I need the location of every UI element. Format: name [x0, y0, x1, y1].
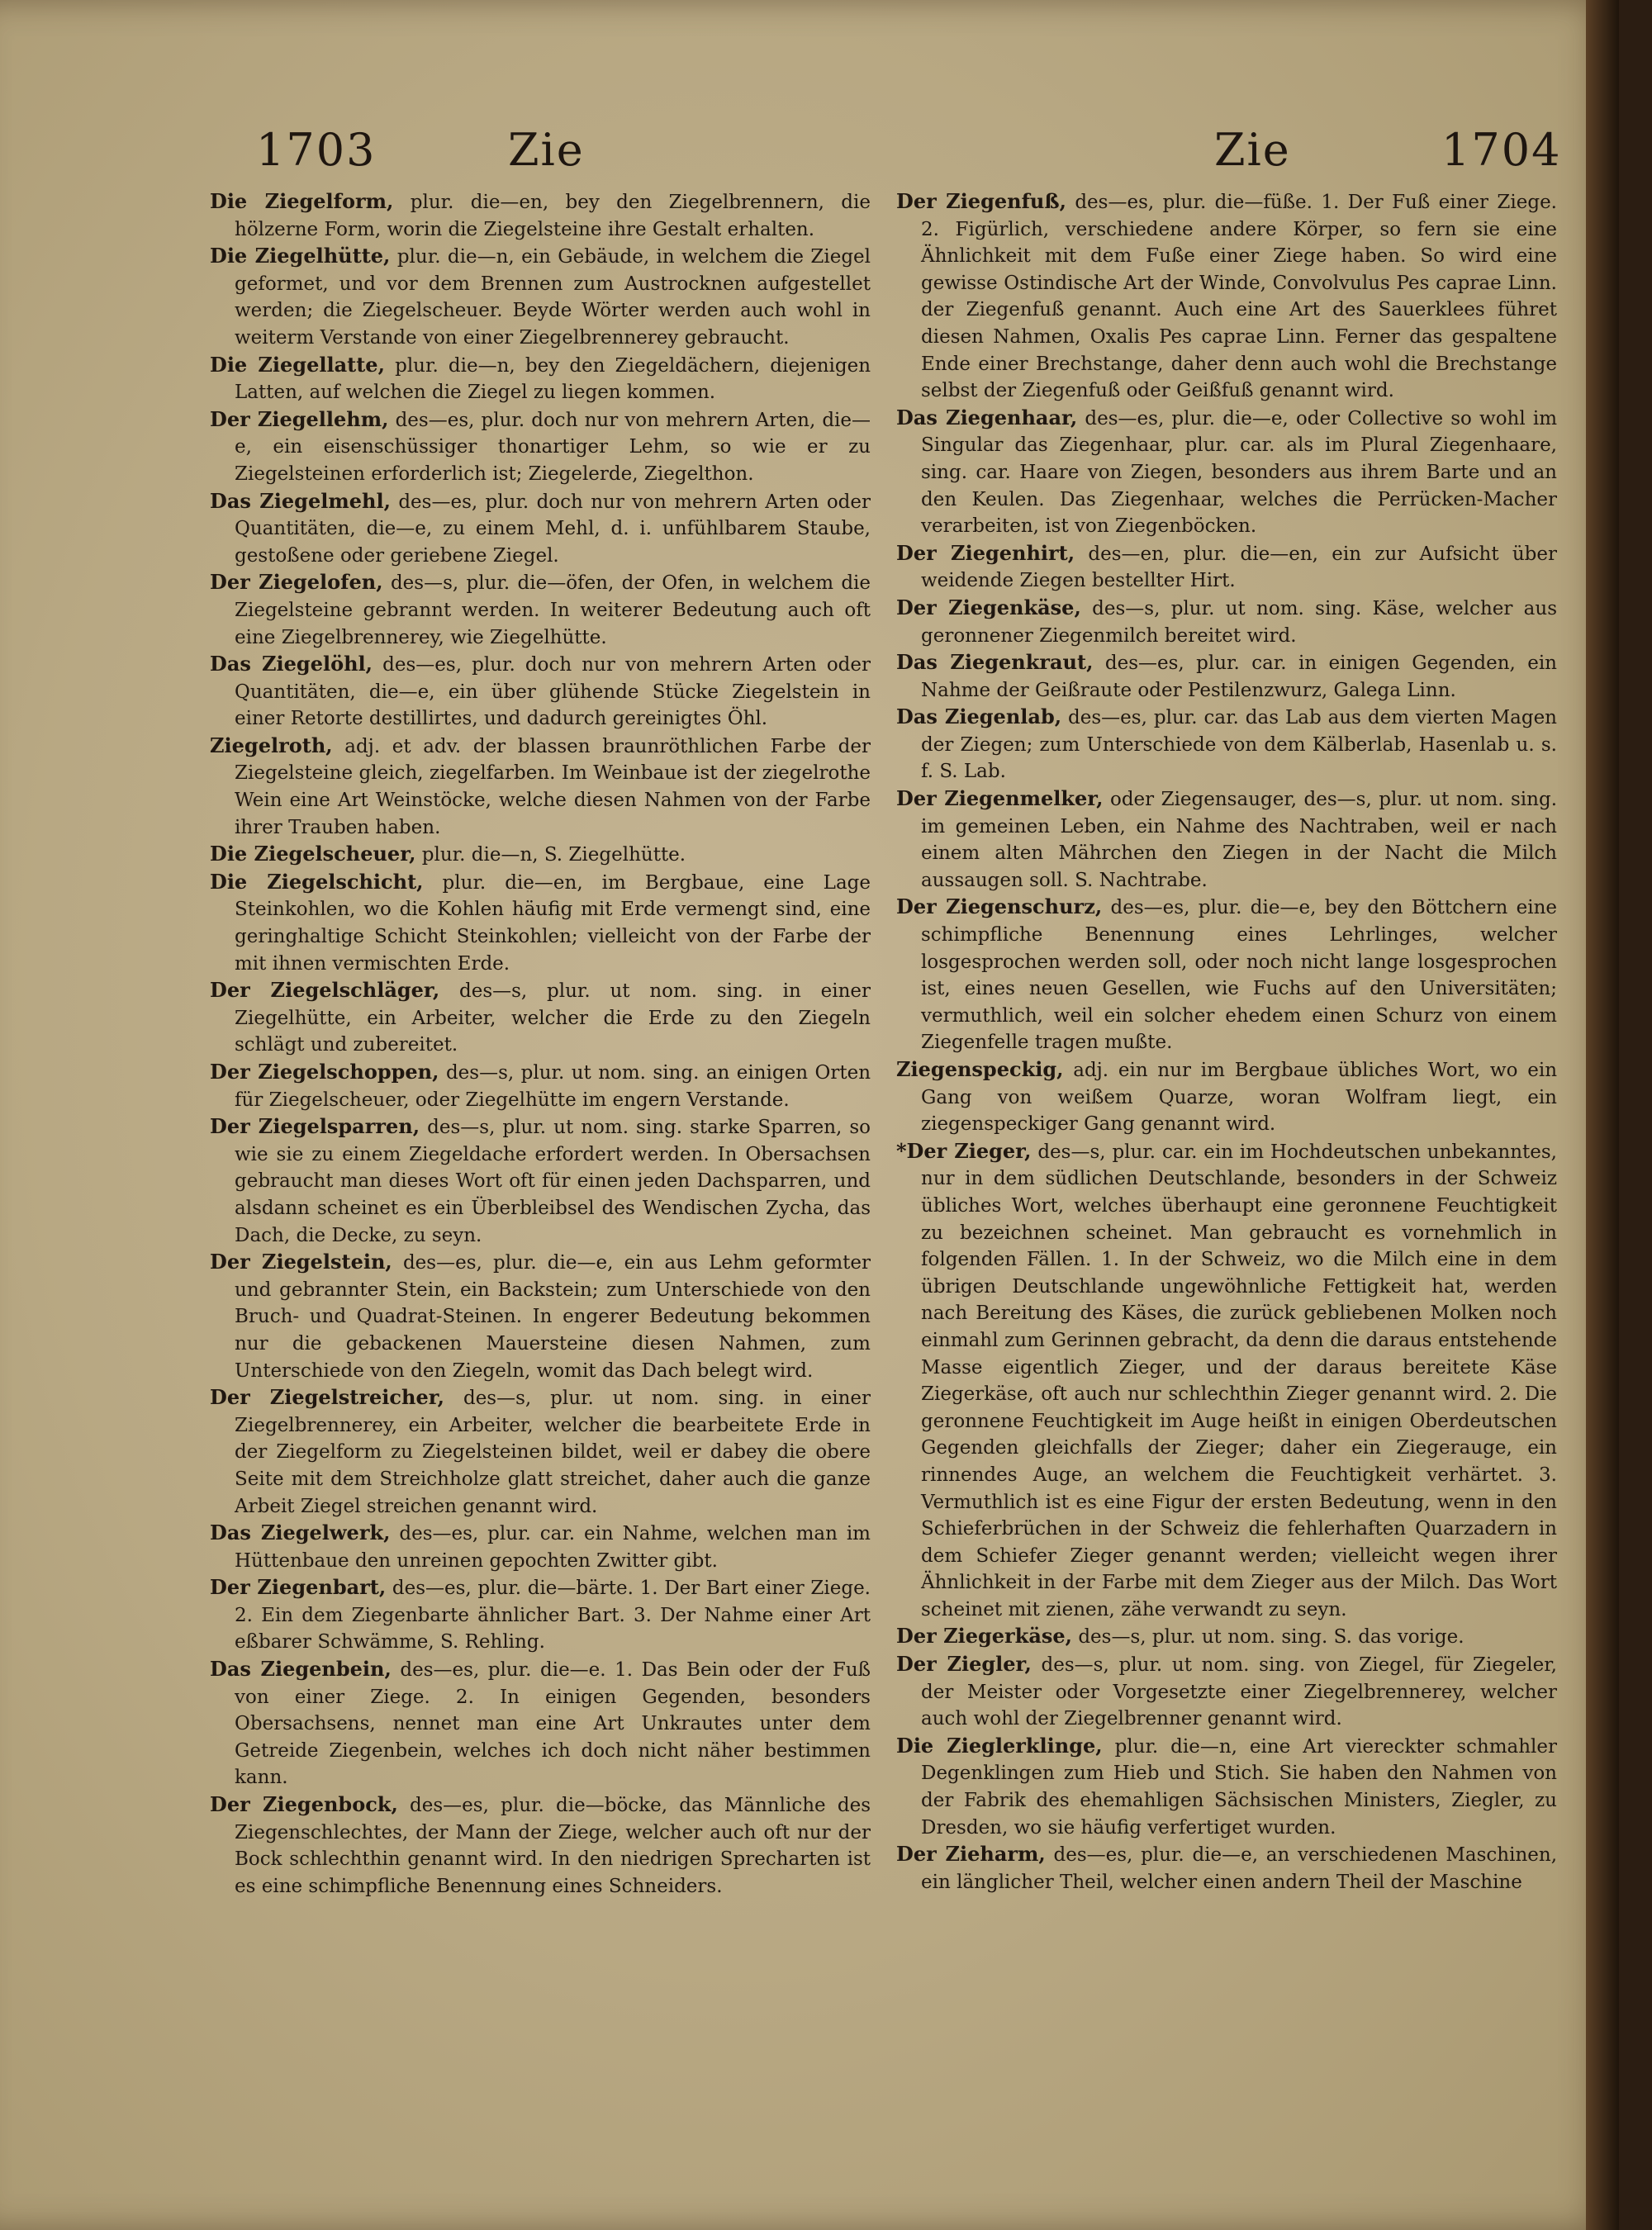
dictionary-entry [896, 894, 1557, 1056]
dictionary-entry [210, 841, 871, 869]
entry-definition: des—en, plur. die—en, ein zur Aufsicht über weidende Ziegen bestellter Hirt. [921, 543, 1558, 592]
entry-headword: Der Ziegenmelker, [896, 786, 1104, 811]
entry-definition: des—s, plur. ut nom. sing. S. das vorige. [1078, 1626, 1464, 1649]
dictionary-entry [210, 1113, 871, 1249]
dictionary-entry [210, 488, 871, 570]
entry-headword: Der Ziegelofen, [210, 570, 383, 595]
entry-headword: Der Ziegenhirt, [896, 540, 1075, 565]
entry-definition: des—es, plur. die—e, oder Collective so wohl im Singular das Ziegenhaar, plur. car. als im Plural Ziegenhaare, sing. car. Haare von Ziegen, besonders aus ihrem Barte und an den Keulen. Das Ziegenhaar, welches die Perrücken-Macher verarbeiten, ist von Ziegenböcken. [921, 407, 1558, 538]
entry-definition: des—s, plur. ut nom. sing. von Ziegel, für Ziegeler, der Meister oder Vorgesetzte einer Ziegelbrennerey, welcher auch wohl der Ziegelbrenner genannt wird. [921, 1654, 1557, 1730]
dictionary-entry [210, 869, 871, 977]
dictionary-entry [210, 977, 871, 1059]
entry-headword: Der Ziegenschurz, [896, 894, 1103, 919]
entry-headword: Die Ziegellatte, [210, 352, 385, 377]
dictionary-entry [896, 405, 1557, 540]
entry-definition: des—s, plur. die—öfen, der Ofen, in welchem die Ziegelsteine gebrannt werden. In weiterer Bedeutung auch oft eine Ziegelbrennerey, wie Ziegelhütte. [235, 572, 871, 648]
entry-definition: des—s, plur. ut nom. sing. starke Sparren, so wie sie zu einem Ziegeldache erfordert werden. In Obersachsen gebraucht man dieses Wort oft für einen jeden Dachsparren, und alsdann scheinet es ein Überbleibsel des Wendischen Zycha, das Dach, die Decke, zu seyn. [235, 1117, 871, 1246]
entry-headword: Das Ziegelöhl, [210, 652, 373, 676]
entry-definition: plur. die—en, im Bergbaue, eine Lage Steinkohlen, wo die Kohlen häufig mit Erde vermengt sind, eine geringhaltige Schicht Steinkohlen; vielleicht von der Farbe der mit ihnen vermischten Erde. [235, 871, 871, 975]
entry-definition: plur. die—n, ein Gebäude, in welchem die Ziegel geformet, und vor dem Brennen zum Austrocknen aufgestellet werden; die Ziegelscheuer. Beyde Wörter werden auch wohl in weiterm Verstande von einer Ziegelbrennerey gebraucht. [235, 246, 871, 349]
entry-headword: Der Ziegler, [896, 1652, 1032, 1677]
dictionary-entry [896, 704, 1557, 785]
entry-headword: Der Ziegellehm, [210, 406, 389, 431]
entry-definition: des—es, plur. die—füße. 1. Der Fuß einer Ziege. 2. Figürlich, verschiedene andere Körper, so fern sie eine Ähnlichkeit mit dem Fuße einer Ziege haben. So wird eine gewisse Ostindische Art der Winde, Convolvulus Pes caprae Linn. der Ziegenfuß genannt. Auch eine Art des Sauerklees führet diesen Nahmen, Oxalis Pes caprae Linn. Ferner das gespaltene Ende einer Brechstange, daher denn auch wohl die Brechstange selbst der Ziegenfuß oder Geißfuß genannt wird. [921, 192, 1557, 402]
entry-definition: des—es, plur. doch nur von mehrern Arten, die—e, ein eisenschüssiger thonartiger Lehm, so wie er zu Ziegelsteinen erforderlich ist; Ziegelerde, Ziegelthon. [235, 409, 871, 485]
entry-definition: des—es, plur. die—e, bey den Böttchern eine schimpfliche Benennung eines Lehrlinges, welcher losgesprochen werden soll, oder noch nicht lange losgesprochen ist, eines neuen Gesellen, wie Fuchs auf den Universitäten; vermuthlich, weil ein solcher ehedem einen Schurz von einem Ziegenfelle tragen mußte. [921, 897, 1558, 1054]
entry-headword: *Der Zieger, [896, 1138, 1032, 1163]
entry-headword: Der Ziegenkäse, [896, 595, 1081, 619]
entry-headword: Die Ziegelscheuer, [210, 842, 416, 866]
entry-definition: plur. die—n, S. Ziegelhütte. [421, 844, 686, 866]
entry-definition: oder Ziegensauger, des—s, plur. ut nom. sing. im gemeinen Leben, ein Nahme des Nachtraben, weil er nach einem alten Mährchen den Ziegen in der Nacht die Milch aussaugen soll. S. Nachtrabe. [921, 789, 1558, 891]
entry-headword: Der Ziegelstreicher, [210, 1385, 445, 1410]
entry-headword: Das Ziegenbein, [210, 1657, 392, 1682]
entry-definition: des—es, plur. car. ein Nahme, welchen man im Hüttenbaue den unreinen gepochten Zwitter gibt. [235, 1523, 871, 1572]
entry-headword: Der Ziegenbock, [210, 1792, 398, 1817]
page-number-right: 1704 [1441, 124, 1562, 176]
dictionary-entry [210, 243, 871, 351]
dictionary-entry [210, 188, 871, 243]
book-edge [1586, 0, 1619, 2230]
running-head-right: Zie [1214, 124, 1291, 176]
page-number-left: 1703 [256, 124, 377, 176]
entry-headword: Das Ziegenlab, [896, 705, 1062, 729]
entry-headword: Ziegenspeckig, [896, 1057, 1064, 1081]
entry-headword: Der Ziegerkäse, [896, 1624, 1072, 1649]
entry-definition: des—es, plur. die—bärte. 1. Der Bart einer Ziege. 2. Ein dem Ziegenbarte ähnlicher Bart. 3. Der Nahme einer Art eßbarer Schwämme, S. Rehling. [235, 1578, 871, 1654]
dictionary-entry [896, 188, 1557, 405]
entry-headword: Die Ziegelhütte, [210, 244, 391, 268]
entry-definition: des—es, plur. doch nur von mehrern Arten oder Quantitäten, die—e, ein über glühende Stücke Ziegelstein in einer Retorte destillirtes, und dadurch gereinigtes Öhl. [235, 654, 871, 730]
entry-definition: plur. die—n, bey den Ziegeldächern, diejenigen Latten, auf welchen die Ziegel zu liegen kommen. [235, 354, 871, 404]
dictionary-entry [210, 1656, 871, 1791]
entry-definition: des—es, plur. die—e. 1. Das Bein oder der Fuß von einer Ziege. 2. In einigen Gegenden, besonders Obersachsens, nennet man eine Art Unkrautes unter dem Getreide Ziegenbein, welches ich doch nicht näher bestimmen kann. [235, 1659, 871, 1789]
entry-headword: Ziegelroth, [210, 733, 333, 757]
entry-definition: des—es, plur. die—e, an verschiedenen Maschinen, ein länglicher Theil, welcher einen andern Theil der Maschine [921, 1844, 1558, 1893]
entry-headword: Der Ziegelsparren, [210, 1114, 420, 1139]
dictionary-entry [210, 733, 871, 841]
entry-headword: Das Ziegelmehl, [210, 488, 391, 513]
dictionary-entry [896, 1056, 1557, 1138]
entry-definition: des—s, plur. ut nom. sing. in einer Ziegelhütte, ein Arbeiter, welcher die Erde zu den Ziegeln schlägt und zubereitet. [235, 980, 871, 1056]
entry-headword: Das Ziegelwerk, [210, 1521, 391, 1545]
dictionary-entry [896, 540, 1557, 595]
dictionary-entry [210, 651, 871, 733]
dictionary-entry [896, 1841, 1557, 1896]
entry-headword: Die Ziegelform, [210, 189, 394, 213]
entry-headword: Der Ziegelschoppen, [210, 1060, 439, 1084]
right-column [896, 188, 1557, 1896]
entry-definition: des—s, plur. ut nom. sing. in einer Ziegelbrennerey, ein Arbeiter, welcher die bearbeitete Erde in der Ziegelform zu Ziegelsteinen bildet, weil er dabey die obere Seite mit dem Streichholze glatt streichet, daher auch die ganze Arbeit Ziegel streichen genannt wird. [235, 1388, 871, 1517]
dictionary-entry [210, 352, 871, 406]
dictionary-entry [896, 1623, 1557, 1651]
entry-headword: Der Ziegenbart, [210, 1575, 387, 1600]
dictionary-entry [896, 1651, 1557, 1733]
page-header [0, 124, 1619, 190]
left-column [210, 188, 871, 1900]
dictionary-entry [896, 1138, 1557, 1624]
entry-definition: des—es, plur. car. in einigen Gegenden, ein Nahme der Geißraute oder Pestilenzwurz, Galega Linn. [921, 652, 1557, 701]
entry-definition: des—s, plur. ut nom. sing. an einigen Orten für Ziegelscheuer, oder Ziegelhütte im engern Verstande. [235, 1062, 871, 1111]
dictionary-entry [896, 1733, 1557, 1841]
dictionary-entry [210, 1249, 871, 1384]
entry-definition: plur. die—en, bey den Ziegelbrennern, die hölzerne Form, worin die Ziegelsteine ihre Gestalt erhalten. [235, 192, 871, 240]
entry-headword: Der Ziegelstein, [210, 1250, 392, 1274]
dictionary-entry [210, 1384, 871, 1520]
dictionary-entry [210, 406, 871, 488]
entry-definition: adj. et adv. der blassen braunröthlichen Farbe der Ziegelsteine gleich, ziegelfarben. Im Weinbaue ist der ziegelrothe Wein eine Art Weinstöcke, welche diesen Nahmen von der Farbe ihrer Trauben haben. [235, 735, 871, 838]
entry-definition: des—es, plur. car. das Lab aus dem vierten Magen der Ziegen; zum Unterschiede von dem Kälberlab, Hasenlab u. s. f. S. Lab. [921, 707, 1557, 783]
entry-definition: des—s, plur. car. ein im Hochdeutschen unbekanntes, nur in dem südlichen Deutschlande, besonders in der Schweiz übliches Wort, welches überhaupt eine geronnene Feuchtigkeit zu bezeichnen scheinet. Man gebraucht es vornehmlich in folgenden Fällen. 1. In der Schweiz, wo die Milch eine in dem übrigen Deutschlande ungewöhnliche Fettigkeit hat, werden nach Bereitung des Käses, die zurück gebliebenen Molken noch einmahl zum Gerinnen gebracht, da denn die daraus entstehende Masse eigentlich Zieger, und der daraus bereitete Käse Ziegerkäse, oft auch nur schlechthin Zieger genannt wird. 2. Die geronnene Feuchtigkeit im Auge heißt in einigen Oberdeutschen Gegenden gleichfalls der Zieger; daher ein Ziegerauge, ein rinnendes Auge, an welchem die Feuchtigkeit verhärtet. 3. Vermuthlich ist es eine Figur der ersten Bedeutung, wenn in den Schieferbrüchen in der Schweiz die fehlerhaften Quarzadern in dem Schiefer Zieger genannt werden; vielleicht wegen ihrer Ähnlichkeit in der Farbe mit dem Zieger aus der Milch. Das Wort scheinet mit zienen, zähe verwandt zu seyn. [921, 1141, 1557, 1620]
entry-definition: adj. ein nur im Bergbaue übliches Wort, wo ein Gang von weißem Quarze, woran Wolfram liegt, ein ziegenspeckiger Gang genannt wird. [921, 1060, 1558, 1136]
dictionary-entry [210, 1520, 871, 1574]
entry-headword: Der Ziegelschläger, [210, 978, 440, 1003]
entry-headword: Das Ziegenhaar, [896, 405, 1078, 429]
entry-definition: des—es, plur. die—e, ein aus Lehm geformter und gebrannter Stein, ein Backstein; zum Unterschiede von den Bruch- und Quadrat-Steinen. In engerer Bedeutung bekommen nur die gebackenen Mauersteine diesen Nahmen, zum Unterschiede von den Ziegeln, womit das Dach belegt wird. [235, 1252, 871, 1382]
entry-headword: Der Ziegenfuß, [896, 189, 1066, 213]
dictionary-entry [896, 649, 1557, 704]
dictionary-entry [210, 1791, 871, 1900]
dictionary-entry [210, 1059, 871, 1113]
entry-headword: Die Ziegelschicht, [210, 869, 424, 894]
dictionary-entry [896, 595, 1557, 649]
dictionary-entry [210, 1574, 871, 1656]
entry-headword: Der Zieharm, [896, 1842, 1046, 1867]
dictionary-entry [896, 785, 1557, 894]
entry-definition: des—es, plur. die—böcke, das Männliche des Ziegenschlechtes, der Mann der Ziege, welcher auch oft nur der Bock schlechthin genannt wird. In den niedrigen Sprecharten ist es eine schimpfliche Benennung eines Schneiders. [235, 1795, 871, 1897]
entry-definition: des—es, plur. doch nur von mehrern Arten oder Quantitäten, die—e, zu einem Mehl, d. i. unfühlbarem Staube, gestoßene oder geriebene Ziegel. [235, 491, 871, 567]
entry-definition: des—s, plur. ut nom. sing. Käse, welcher aus geronnener Ziegenmilch bereitet wird. [921, 597, 1557, 647]
entry-definition: plur. die—n, eine Art viereckter schmahler Degenklingen zum Hieb und Stich. Sie haben den Nahmen von der Fabrik des ehemahligen Sächsischen Ministers, Ziegler, zu Dresden, wo sie häufig verfertiget wurden. [921, 1735, 1557, 1839]
entry-headword: Das Ziegenkraut, [896, 650, 1094, 675]
dictionary-entry [210, 569, 871, 651]
running-head-left: Zie [508, 124, 585, 176]
entry-headword: Die Zieglerklinge, [896, 1733, 1103, 1758]
